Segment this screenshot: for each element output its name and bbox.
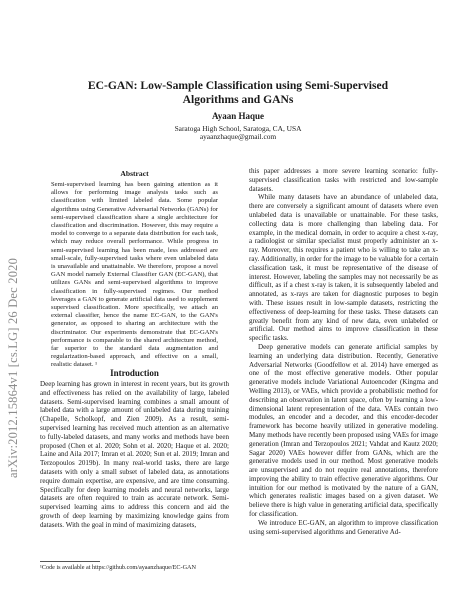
title-line-1: EC-GAN: Low-Sample Classification using Semi-Supervised <box>87 79 389 92</box>
arxiv-identifier: arXiv:2012.15864v1 [cs.LG] 26 Dec 2020 <box>6 257 20 478</box>
introduction-heading: Introduction <box>110 368 159 378</box>
author-affiliation: Saratoga High School, Saratoga, CA, USA <box>174 124 302 133</box>
author-email: ayaanzhaque@gmail.com <box>199 132 277 141</box>
right-paragraph-2: Deep generative models can generate artificial samples by learning an underlying data distribution. Recently, Generative Adversarial Networks (Goodfellow et al. 2014) have emerged as one of the most effective generative models. Other popular generative models include Variational Autoencoder (Kingma and Welling 2013), or VAEs, which provide a probabilistic method for describing an observation in latent space, often by learning a low-dimensional latent representation of the data. VAEs contain two modules, an encoder and a decoder, and this encoder-decoder framework has become heavily utilized in generative modeling. Many methods have recently been proposed using VAEs for image generation (Imran and Terzopoulos 2021; Vahdat and Kautz 2020; Sagar 2020) VAEs however differ from GANs, which are the generative models used in our method. Most generative models are unsupervised and do not require real annotations, therefore improving the ability to train effective generative algorithms. Our intuition for our method is motivated by the nature of a GAN, which generates realistic images based on a given dataset. We believe there is high value in generating artificial data, specifically for classification. <box>249 342 438 519</box>
right-paragraph-1: While many datasets have an abundance of unlabeled data, there are conversely a significant amount of datasets where even unlabeled data is unavailable or unattainable. For these tasks, collecting data is more challenging than labeling data. For example, in the medical domain, in order to acquire a chest x-ray, a radiologist or similar specialist must properly administer an x-ray. Moreover, this requires a patient who is willing to take an x-ray. Additionally, in order for the image to be valuable for a certain classification task, it must be representative of the disease of interest. However, labeling the samples may not necessarily be as difficult, as if a chest x-ray is taken, it is subsequently labeled and annotated, as x-rays are taken for diagnostic purposes to begin with. These issues result in low-sample datasets, restricting the effectiveness of deep-learning for these tasks. These datasets can greatly benefit from any kind of new data, even unlabeled or artificial. Our method aims to improve classification in these specific tasks. <box>249 193 438 343</box>
intro-paragraph-1: Deep learning has grown in interest in recent years, but its growth and effectiveness has relied on the availability of large, labeled datasets. Semi-supervised learning combines a small amount of labeled data with a large amount of unlabeled data during training (Chapelle, Scholkopf, and Zien 2009). As a result, semi-supervised learning has received much attention as an alternative to fully-labeled datasets, and many works and methods have been proposed (Chen et al. 2020; Sohn et al. 2020; Haque et al. 2020; Laine and Aila 2017; Imran et al. 2020; Sun et al. 2019; Imran and Terzopoulos 2019b). In many real-world tasks, there are large datasets with only a small subset of labeled data, as annotations require domain expertise, are expensive, and are time consuming. Specifically for deep learning models and neural networks, large datasets are often required to train as accurate network. Semi-supervised learning aims to address this concern and aid the growth of deep learning by maximizing knowledge gains from datasets. With the goal in mind of maximizing datasets, <box>40 380 229 529</box>
abstract-heading: Abstract <box>120 169 149 178</box>
right-paragraph-0: this paper addresses a more severe learning scenario: fully-supervised classification tasks with restricted and low-sample datasets. <box>249 167 438 193</box>
right-column-body <box>249 167 438 536</box>
author-name: Ayaan Haque <box>211 111 265 121</box>
footnote-rule <box>40 561 100 562</box>
right-paragraph-3: We introduce EC-GAN, an algorithm to improve classification using semi-supervised algorithms and Generative Ad- <box>249 518 438 536</box>
abstract-text: Semi-supervised learning has been gaining attention as it allows for performing image analysis tasks such as classification with limited labeled data. Some popular algorithms using Generative Adversarial Networks (GANs) for semi-supervised classification share a single architecture for classification and discrimination. However, this may require a model to converge to a separate data distribution for each task, which may reduce overall performance. While progress in semi-supervised learning has been made, less addressed are small-scale, fully-supervised tasks where even unlabeled data is unavailable and unattainable. We therefore, propose a novel GAN model namely External Classifier GAN (EC-GAN), that utilizes GANs and semi-supervised algorithms to improve classification in fully-supervised regimes. Our method leverages a GAN to generate artificial data used to supplement supervised classification. More specifically, we attach an external classifier, hence the name EC-GAN, to the GAN's generator, as opposed to sharing an architecture with the discriminator. Our experiments demonstrate that EC-GAN's performance is comparable to the shared architecture method, far superior to the standard data augmentation and regularization-based approach, and effective on a small, realistic dataset. ¹ <box>51 181 218 369</box>
introduction-body <box>40 380 229 530</box>
footnote-code-link: ¹Code is available at https://github.com/ayaanzhaque/EC-GAN <box>40 564 196 571</box>
paper-title <box>60 79 416 107</box>
title-line-2: Algorithms and GANs <box>182 93 294 106</box>
